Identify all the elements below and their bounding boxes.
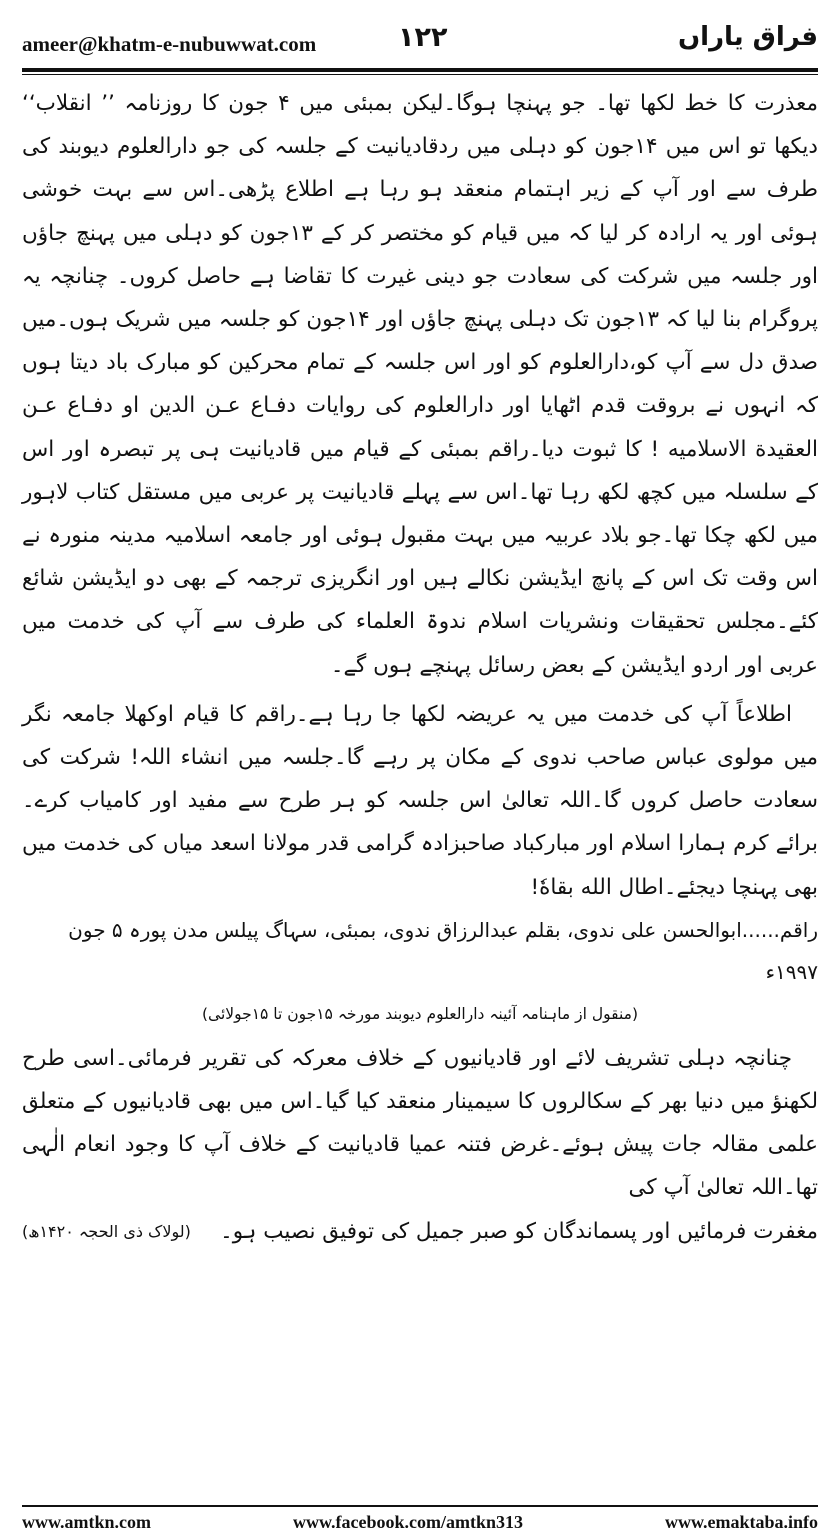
header-rule-thick [22, 68, 818, 72]
header-rule-thin [22, 74, 818, 75]
footer-rule [22, 1505, 818, 1507]
footer-link-amtkn[interactable]: www.amtkn.com [22, 1512, 151, 1532]
signature-line: راقم......ابوالحسن علی ندوی، بقلم عبدالرزاق ندوی، بمبئی، سہاگ پیلس مدن پورہ ۵ جون ۱۹۹۷ء [68, 917, 818, 984]
footer-link-facebook[interactable]: www.facebook.com/amtkn313 [292, 1512, 523, 1532]
header-email: ameer@khatm-e-nubuwwat.com [22, 32, 317, 56]
book-title: فراق یاراں [677, 22, 818, 52]
reference-note: (لولاک ذی الحجہ ۱۴۲۰ھ) [22, 1221, 191, 1241]
paragraph-1: معذرت کا خط لکھا تھا۔ جو پہنچا ہوگا۔لیکن بمبئی میں ۴ جون کا روزنامہ ’’ انقلاب‘‘ دیکھا تو اس میں ۱۴جون کو دہلی میں ردقادیانیت کے جلسہ کی جو دارالعلوم دیوبند کی طرف سے اور آپ کے زیر اہتمام منعقد ہو رہا ہے اطلاع پڑھی۔اس سے بہت خوشی ہوئی اور یہ ارادہ کر لیا کہ میں قیام کو مختصر کر کے ۱۳جون کو دہلی میں پہنچ جاؤں اور جلسہ میں شرکت کی سعادت جو دینی غیرت کا تقاضا ہے حاصل کروں۔ چنانچہ یہ پروگرام بنا لیا کہ ۱۳جون تک دہلی پہنچ جاؤں اور ۱۴جون کو جلسہ میں شریک ہوں۔میں صدق دل سے آپ کو،دارالعلوم کو اور اس جلسہ کے تمام محرکین کو مبارک باد دیتا ہوں کہ انہوں نے بروقت قدم اٹھایا اور دارالعلوم کی روایات دفـاع عـن الدين او دفـاع عـن العقيدة الاسلاميه ! کا ثبوت دیا۔راقم بمبئی کے قیام میں قادیانیت ہی پر تبصرہ اور اس کے سلسلہ میں کچھ لکھ رہا تھا۔اس سے پہلے قادیانیت پر عربی میں مستقل کتاب لاہور میں لکھ چکا تھا۔جو بلاد عربیہ میں بہت مقبول ہوئی اور جامعہ اسلامیہ مدینہ منورہ نے اس وقت تک اس کے پانچ ایڈیشن نکالے ہیں اور انگریزی ترجمہ کے بھی دو ایڈیشن شائع کئے۔مجلس تحقیقات ونشریات اسلام ندوۃ العلماء کی طرف سے آپ کی خدمت میں عربی اور اردو ایڈیشن کے بعض رسائل پہنچے ہوں گے۔ [22, 91, 818, 678]
paragraph-2: اطلاعاً آپ کی خدمت میں یہ عریضہ لکھا جا رہا ہے۔راقم کا قیام اوکھلا جامعہ نگر میں مولوی عباس صاحب ندوی کے مکان پر رہے گا۔جلسہ میں انشاء اللہ! شرکت کی سعادت حاصل کروں گا۔اللہ تعالیٰ اس جلسہ کو ہر طرح سے مفید اور کامیاب کرے۔ برائے کرم ہمارا اسلام اور مبارکباد صاحبزادہ گرامی قدر مولانا اسعد میاں کی خدمت میں بھی پہنچا دیجئے۔اطال الله بقاهٗ! [22, 701, 818, 900]
page-header [22, 14, 818, 66]
page-body [22, 82, 818, 1490]
source-note: (منقول از ماہنامہ آئینہ دارالعلوم دیوبند مورخہ ۱۵جون تا ۱۵جولائی) [201, 1004, 639, 1023]
paragraph-3-end: مغفرت فرمائیں اور پسماندگان کو صبر جمیل کی توفیق نصیب ہو۔ [220, 1218, 818, 1244]
closing-line [22, 1210, 818, 1253]
paragraph-3: چنانچہ دہلی تشریف لائے اور قادیانیوں کے خلاف معرکہ کی تقریر فرمائی۔اسی طرح لکھنؤ میں دنیا بھر کے سکالروں کا سیمینار منعقد کیا گیا۔اس میں بھی قادیانیوں کے متعلق علمی مقالہ جات پیش ہوئے۔غرض فتنہ عمیا قادیانیت کے خلاف آپ کا وجود انعام الٰہی تھا۔اللہ تعالیٰ آپ کی [22, 1045, 818, 1201]
footer-link-emaktaba[interactable]: www.emaktaba.info [664, 1512, 818, 1532]
page-footer [22, 1512, 818, 1536]
page-number: ۱۲۲ [398, 22, 448, 53]
